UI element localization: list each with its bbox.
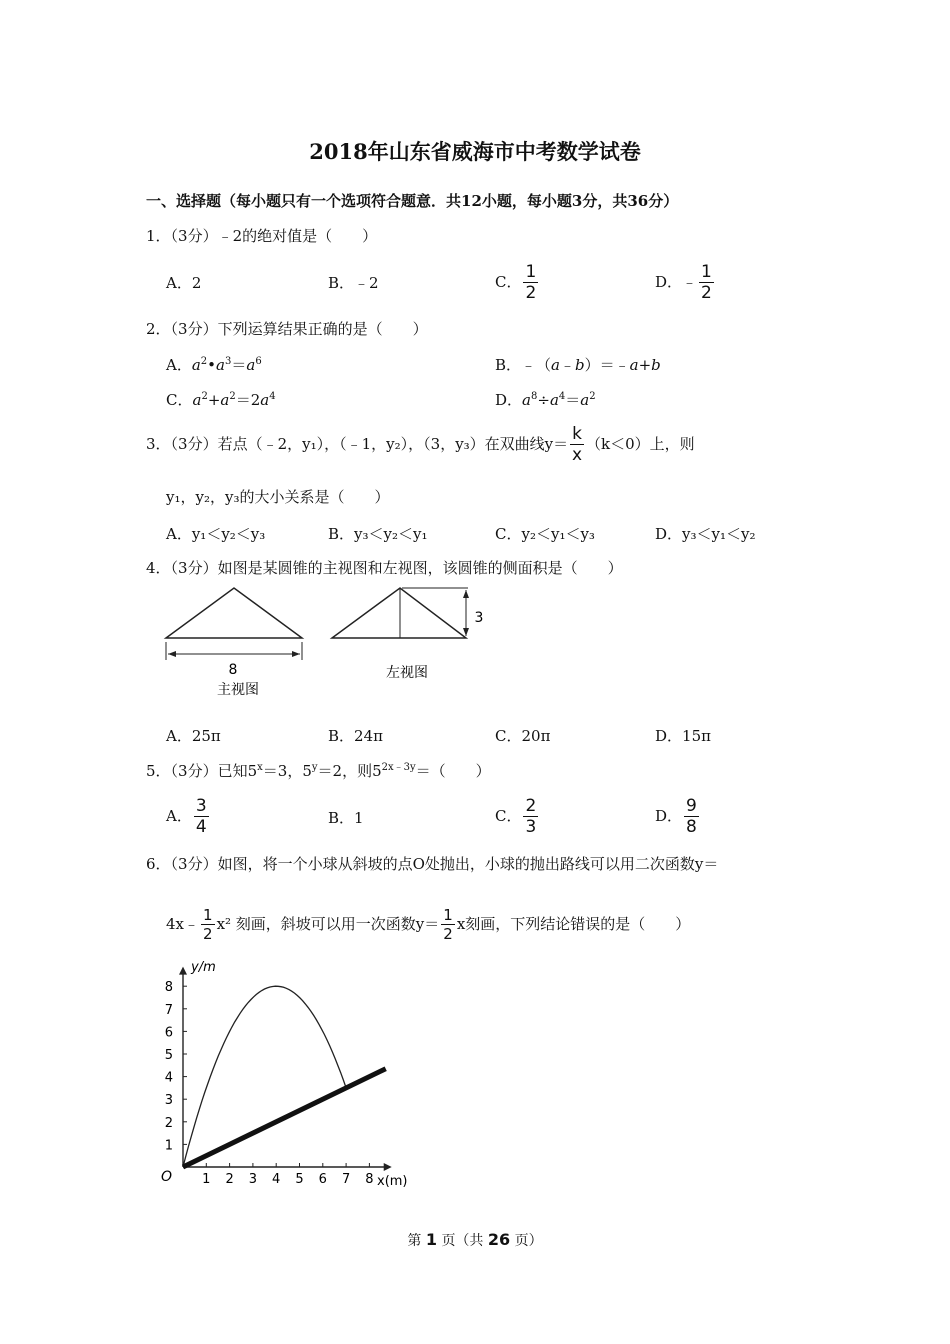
side-view-triangle xyxy=(332,588,466,638)
q3-option-a: A．y₁＜y₂＜y₃ xyxy=(166,525,266,543)
x-tick-label: 4 xyxy=(272,1172,281,1187)
x-tick-label: 3 xyxy=(248,1172,258,1187)
q3-option-d: D．y₃＜y₁＜y₂ xyxy=(655,525,756,543)
q2-option-b: B．﹣（a﹣b）＝﹣a+b xyxy=(495,356,661,374)
x-tick-label: 2 xyxy=(225,1172,234,1187)
y-tick-label: 1 xyxy=(164,1138,173,1154)
q2-option-c: C．$a^2+a^2=2a^4$ xyxy=(166,391,276,409)
x-tick-label: 8 xyxy=(365,1172,374,1187)
front-view-triangle xyxy=(166,588,302,638)
question-1-stem: 1．（3分）﹣2的绝对值是（ ） xyxy=(146,227,378,245)
y-tick-label: 6 xyxy=(164,1025,173,1041)
question-2-stem: 2．（3分）下列运算结果正确的是（ ） xyxy=(146,320,428,338)
cone-views-figure xyxy=(160,582,490,702)
q4-option-a: A．25π xyxy=(166,727,221,745)
x-axis-arrow xyxy=(384,1163,392,1171)
y-tick-label: 2 xyxy=(164,1115,173,1131)
q2-option-d: D．$a^8\div a^4=a^2$ xyxy=(495,391,596,409)
page-title: 2018年山东省威海市中考数学试卷 xyxy=(309,139,641,164)
q4-option-c: C．20π xyxy=(495,727,551,745)
q3-option-c: C．y₂＜y₁＜y₃ xyxy=(495,525,595,543)
y-axis-label: y/m xyxy=(191,960,216,975)
question-6-stem: 6．（3分）如图，将一个小球从斜坡的点O处抛出，小球的抛出路线可以用二次函数y＝ xyxy=(146,855,719,873)
q1-option-c: C． $\frac{1}{2}$ xyxy=(495,262,537,303)
parabola-path xyxy=(183,986,346,1167)
y-tick-label: 3 xyxy=(164,1093,173,1109)
q2-option-a: A．$a^2•a^3=a^6$ xyxy=(166,356,262,374)
q1-option-b: B．﹣2 xyxy=(328,274,379,292)
q5-option-b: B．1 xyxy=(328,809,364,827)
question-5-stem: 5．（3分）已知$5^x=3$，$5^y=2$，则$5^{2x﹣3y}=$（ ） xyxy=(146,762,491,780)
page-footer: 第 1 页（共 26 页） xyxy=(407,1230,543,1249)
y-tick-label: 8 xyxy=(164,980,173,996)
x-tick-label: 7 xyxy=(341,1172,351,1187)
y-tick-label: 7 xyxy=(164,1002,173,1018)
question-3-stem-line2: y₁，y₂，y₃的大小关系是（ ） xyxy=(166,488,390,506)
y-axis-arrow xyxy=(179,967,187,975)
x-tick-label: 1 xyxy=(202,1172,211,1187)
front-view-label: 主视图 xyxy=(217,682,259,698)
x-tick-label: 6 xyxy=(318,1172,327,1187)
width-value: 8 xyxy=(228,662,238,678)
x-tick-label: 5 xyxy=(295,1172,304,1187)
height-value: 3 xyxy=(474,610,484,626)
y-tick-label: 4 xyxy=(164,1070,173,1086)
q5-option-a: A． $\frac{3}{4}$ xyxy=(166,796,207,837)
question-4-stem: 4．（3分）如图是某圆锥的主视图和左视图，该圆锥的侧面积是（ ） xyxy=(146,559,623,577)
q3-option-b: B．y₃＜y₂＜y₁ xyxy=(328,525,428,543)
q1-option-a: A．2 xyxy=(166,274,202,292)
side-view-label: 左视图 xyxy=(386,665,428,681)
q5-option-c: C． $\frac{2}{3}$ xyxy=(495,796,537,837)
q5-option-d: D． $\frac{9}{8}$ xyxy=(655,796,697,837)
q4-option-b: B．24π xyxy=(328,727,383,745)
origin-label: O xyxy=(161,1169,173,1185)
slope-line xyxy=(183,1069,386,1167)
q1-option-d: D．﹣ $\frac{1}{2}$ xyxy=(655,262,712,303)
question-3-stem: 3．（3分）若点（﹣2，y₁），（﹣1，y₂），（3，y₃）在双曲线y＝ $\frac{k}{x}$ （k＜0）上，则 xyxy=(146,424,695,465)
question-6-stem-line2: 4x﹣ $\frac{1}{2}$ x² 刻画，斜坡可以用一次函数y＝ $\frac{1}{2}$ x刻画，下列结论错误的是（ ） xyxy=(166,906,691,943)
projectile-graph xyxy=(155,955,420,1195)
section-heading: 一、选择题（每小题只有一个选项符合题意．共12小题，每小题3分，共36分） xyxy=(146,192,679,210)
y-tick-label: 5 xyxy=(164,1048,173,1063)
q4-option-d: D．15π xyxy=(655,727,711,745)
x-axis-label: x(m) xyxy=(377,1174,408,1189)
